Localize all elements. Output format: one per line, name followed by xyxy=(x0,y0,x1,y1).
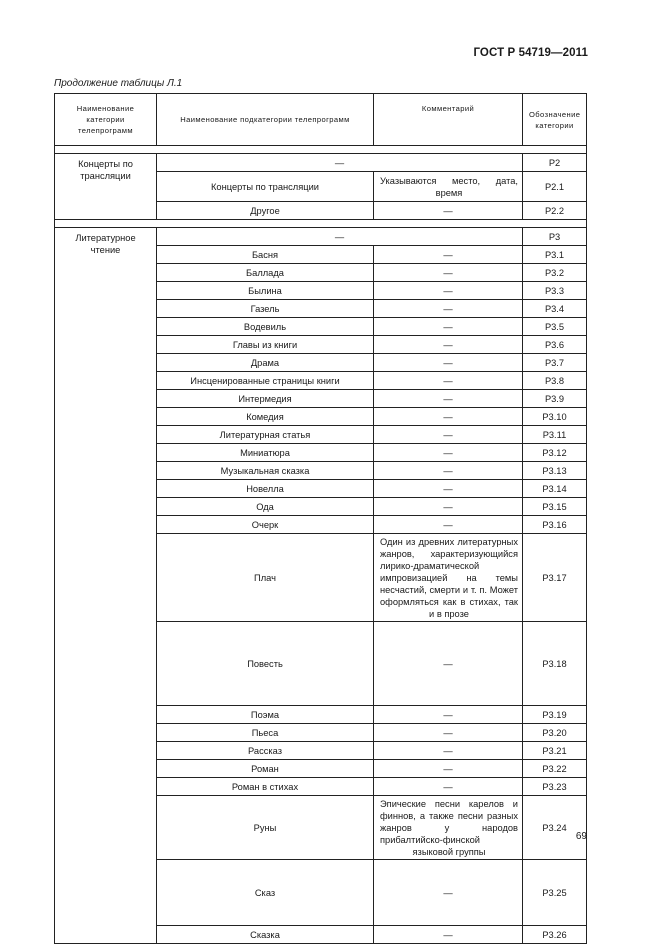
table-caption: Продолжение таблицы Л.1 xyxy=(54,78,183,89)
code-cell: P2.2 xyxy=(523,202,587,220)
comment-cell: Эпические песни карелов и финнов, а также песни разных жанров у народов прибалтийско-финской языковой группы xyxy=(374,796,523,860)
table-header-row xyxy=(55,94,587,146)
subcategory-name-cell: Литературная статья xyxy=(157,426,374,444)
comment-cell: — xyxy=(374,390,523,408)
code-cell: P3.12 xyxy=(523,444,587,462)
comment-cell: — xyxy=(374,336,523,354)
subcategory-name-cell: Музыкальная сказка xyxy=(157,462,374,480)
subcategory-name-cell: Пьеса xyxy=(157,724,374,742)
code-cell: P3.4 xyxy=(523,300,587,318)
subcategory-name-cell: Баллада xyxy=(157,264,374,282)
code-cell: P2.1 xyxy=(523,172,587,202)
column-header-category: Наименование категории телепрограмм xyxy=(55,94,157,146)
column-header-code: Обозначение категории xyxy=(523,94,587,146)
code-cell: P3.3 xyxy=(523,282,587,300)
subcategory-name-cell: Газель xyxy=(157,300,374,318)
comment-cell: — xyxy=(374,372,523,390)
subcategory-name-cell: Басня xyxy=(157,246,374,264)
group-separator-row xyxy=(55,220,587,228)
comment-cell: — xyxy=(374,480,523,498)
code-cell: P3.11 xyxy=(523,426,587,444)
subcategory-name-cell: Сказ xyxy=(157,860,374,926)
comment-cell: — xyxy=(374,622,523,706)
code-cell: P3.14 xyxy=(523,480,587,498)
code-cell: P3.17 xyxy=(523,534,587,622)
code-cell: P3.2 xyxy=(523,264,587,282)
categories-table xyxy=(54,93,587,944)
subcategory-name-cell: Сказка xyxy=(157,926,374,944)
comment-cell: — xyxy=(374,408,523,426)
code-cell: P3.21 xyxy=(523,742,587,760)
group-head-dash: — xyxy=(157,228,523,246)
subcategory-name-cell: Инсценированные страницы книги xyxy=(157,372,374,390)
column-header-subcategory: Наименование подкатегории телепрограмм xyxy=(157,94,374,146)
comment-cell: — xyxy=(374,282,523,300)
separator-cell xyxy=(55,220,587,228)
comment-cell: — xyxy=(374,706,523,724)
comment-cell: — xyxy=(374,778,523,796)
code-cell: P3.25 xyxy=(523,860,587,926)
code-cell: P3.19 xyxy=(523,706,587,724)
subcategory-name-cell: Былина xyxy=(157,282,374,300)
comment-cell: — xyxy=(374,202,523,220)
comment-cell: — xyxy=(374,444,523,462)
comment-cell: — xyxy=(374,724,523,742)
subcategory-name-cell: Рассказ xyxy=(157,742,374,760)
code-cell: P3.10 xyxy=(523,408,587,426)
subcategory-name-cell: Миниатюра xyxy=(157,444,374,462)
comment-cell: — xyxy=(374,426,523,444)
code-cell: P3.20 xyxy=(523,724,587,742)
subcategory-name-cell: Интермедия xyxy=(157,390,374,408)
code-cell: P3.22 xyxy=(523,760,587,778)
code-cell: P3.1 xyxy=(523,246,587,264)
code-cell: P3.18 xyxy=(523,622,587,706)
subcategory-name-cell: Роман xyxy=(157,760,374,778)
code-cell: P3.15 xyxy=(523,498,587,516)
code-cell: P3.8 xyxy=(523,372,587,390)
comment-cell: Один из древних литературных жанров, характеризующийся лирико-драматической импровизацией на темы несчастий, смерти и т. п. Может оформляться как в стихах, так и в прозе xyxy=(374,534,523,622)
table-body xyxy=(55,146,587,944)
group-head-row xyxy=(55,154,587,172)
subcategory-name-cell: Другое xyxy=(157,202,374,220)
category-name-cell: Литературное чтение xyxy=(55,228,157,944)
separator-cell xyxy=(55,146,587,154)
subcategory-name-cell: Концерты по трансляции xyxy=(157,172,374,202)
subcategory-name-cell: Главы из книги xyxy=(157,336,374,354)
category-code-cell: P3 xyxy=(523,228,587,246)
category-name-cell: Концерты по трансляции xyxy=(55,154,157,220)
subcategory-name-cell: Водевиль xyxy=(157,318,374,336)
comment-cell: — xyxy=(374,516,523,534)
group-head-dash: — xyxy=(157,154,523,172)
comment-cell: — xyxy=(374,926,523,944)
code-cell: P3.13 xyxy=(523,462,587,480)
comment-cell: — xyxy=(374,354,523,372)
code-cell: P3.5 xyxy=(523,318,587,336)
code-cell: P3.23 xyxy=(523,778,587,796)
code-cell: P3.7 xyxy=(523,354,587,372)
comment-cell: — xyxy=(374,318,523,336)
code-cell: P3.26 xyxy=(523,926,587,944)
subcategory-name-cell: Комедия xyxy=(157,408,374,426)
subcategory-name-cell: Повесть xyxy=(157,622,374,706)
comment-cell: — xyxy=(374,742,523,760)
code-cell: P3.9 xyxy=(523,390,587,408)
subcategory-name-cell: Ода xyxy=(157,498,374,516)
subcategory-name-cell: Плач xyxy=(157,534,374,622)
code-cell: P3.6 xyxy=(523,336,587,354)
group-separator-row xyxy=(55,146,587,154)
subcategory-name-cell: Роман в стихах xyxy=(157,778,374,796)
subcategory-name-cell: Поэма xyxy=(157,706,374,724)
comment-cell: — xyxy=(374,760,523,778)
comment-cell: — xyxy=(374,462,523,480)
comment-cell: — xyxy=(374,264,523,282)
column-header-comment: Комментарий xyxy=(374,94,523,146)
document-standard-header: ГОСТ Р 54719—2011 xyxy=(473,47,588,59)
category-code-cell: P2 xyxy=(523,154,587,172)
subcategory-name-cell: Новелла xyxy=(157,480,374,498)
subcategory-name-cell: Руны xyxy=(157,796,374,860)
group-head-row xyxy=(55,228,587,246)
comment-cell: — xyxy=(374,860,523,926)
subcategory-name-cell: Очерк xyxy=(157,516,374,534)
comment-cell: — xyxy=(374,300,523,318)
page-number: 69 xyxy=(575,831,587,842)
comment-cell: — xyxy=(374,246,523,264)
comment-cell: — xyxy=(374,498,523,516)
comment-cell: Указываются место, дата, время xyxy=(374,172,523,202)
code-cell: P3.24 xyxy=(523,796,587,860)
code-cell: P3.16 xyxy=(523,516,587,534)
subcategory-name-cell: Драма xyxy=(157,354,374,372)
